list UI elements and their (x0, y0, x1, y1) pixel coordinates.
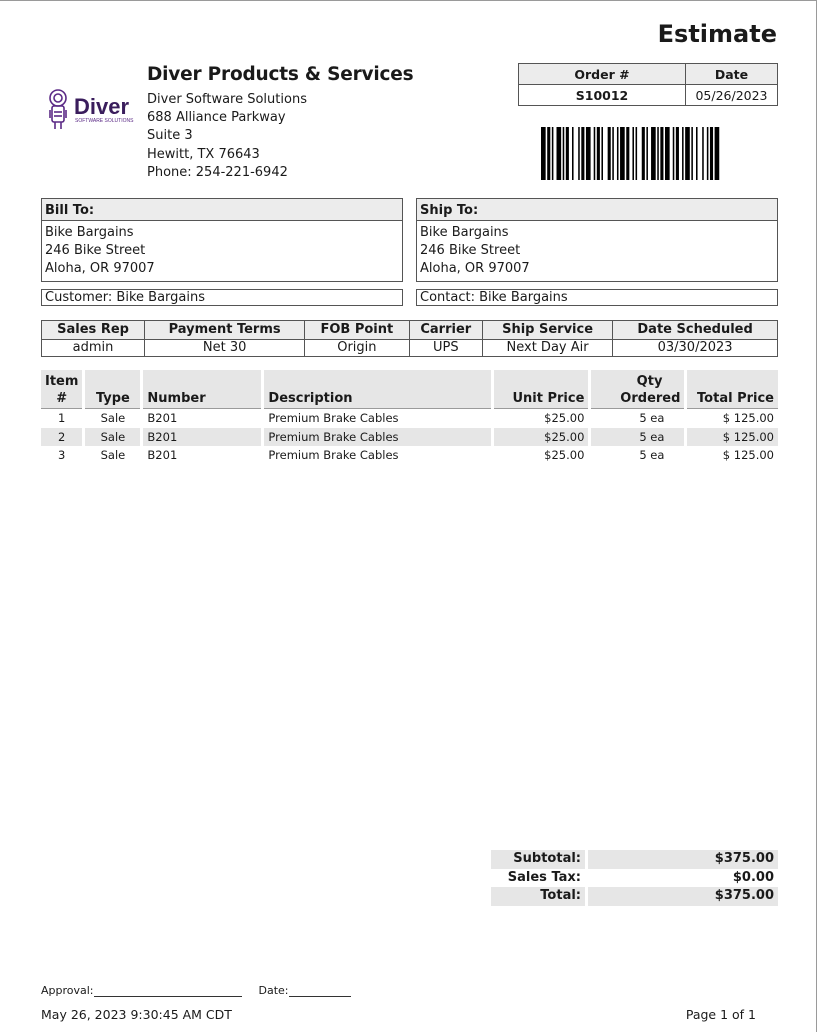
ship-to-line: Aloha, OR 97007 (420, 261, 530, 277)
bill-to-line: Bike Bargains (45, 225, 134, 240)
number-header: Number (142, 370, 263, 409)
logo-wordmark: Diver (74, 94, 130, 119)
shipping-info-table (41, 320, 778, 357)
barcode-bar (572, 127, 574, 180)
item-unit-price: $25.00 (493, 409, 590, 428)
item-number: 3 (41, 446, 84, 465)
approval-label: Approval: (41, 984, 94, 997)
barcode-bar (696, 127, 698, 180)
barcode-bar (601, 127, 603, 180)
description-header: Description (263, 370, 493, 409)
item-qty: 5 ea (590, 446, 686, 465)
sales-tax-value: $0.00 (732, 869, 774, 885)
carrier-value: UPS (409, 340, 482, 357)
ship-to-line: 246 Bike Street (420, 243, 521, 259)
ship-service-value: Next Day Air (482, 340, 612, 357)
customer-field: Customer: Bike Bargains (41, 289, 403, 306)
item-total: $ 125.00 (722, 411, 774, 425)
sales-tax-label: Sales Tax: (491, 869, 587, 888)
subtotal-value: $375.00 (587, 850, 779, 869)
unit-price-header: Unit Price (493, 370, 590, 409)
barcode-bar (636, 127, 638, 180)
approval-signature-field[interactable] (94, 984, 242, 997)
table-row (41, 446, 778, 465)
type-header: Type (84, 370, 142, 409)
table-row (41, 428, 778, 447)
barcode-bar (676, 127, 679, 180)
date-scheduled-header: Date Scheduled (613, 321, 778, 340)
item-type: Sale (84, 446, 142, 465)
barcode-bar (620, 127, 625, 180)
bill-to-box (41, 198, 403, 282)
company-address-line: Suite 3 (147, 128, 193, 144)
barcode-bar (547, 127, 550, 180)
total-label: Total: (491, 887, 587, 906)
printed-timestamp: May 26, 2023 9:30:45 AM CDT (41, 1007, 232, 1022)
barcode-bar (612, 127, 614, 180)
barcode-bar (563, 127, 565, 180)
barcode-bar (566, 127, 569, 180)
ship-to-box (416, 198, 778, 282)
company-address (147, 91, 307, 182)
item-type: Sale (84, 428, 142, 447)
sales-rep-header: Sales Rep (42, 321, 145, 340)
barcode-bar (685, 127, 690, 180)
item-description: Premium Brake Cables (263, 446, 493, 465)
company-phone: Phone: 254-221-6942 (147, 164, 288, 180)
total-price-header: Total Price (686, 370, 778, 409)
payment-terms-value: Net 30 (145, 340, 305, 357)
table-row (41, 409, 778, 428)
item-number-header: Item # (41, 370, 84, 409)
approval-date-field[interactable] (289, 984, 351, 997)
barcode-bar (665, 127, 670, 180)
barcode-bar (541, 127, 546, 180)
barcode-bar (594, 127, 596, 180)
document-title: Estimate (657, 20, 777, 48)
barcode-bar (682, 127, 684, 180)
barcode-bar (557, 127, 562, 180)
barcode-bar (617, 127, 619, 180)
barcode-bar (608, 127, 611, 180)
sales-rep-value: admin (42, 340, 145, 357)
barcode-bar (552, 127, 554, 180)
barcode-bar (657, 127, 659, 180)
barcode-icon (541, 127, 757, 180)
total-value: $375.00 (587, 887, 779, 906)
order-number-header: Order # (519, 64, 686, 85)
order-number: S10012 (519, 85, 686, 106)
logo-tagline: SOFTWARE SOLUTIONS (75, 118, 134, 124)
barcode-bar (586, 127, 591, 180)
item-qty: 5 ea (590, 409, 686, 428)
date-scheduled-value: 03/30/2023 (613, 340, 778, 357)
item-total: $ 125.00 (722, 448, 774, 462)
bill-to-line: Aloha, OR 97007 (45, 261, 155, 277)
barcode-bar (715, 127, 720, 180)
ship-to-line: Bike Bargains (420, 225, 509, 240)
bill-to-line: 246 Bike Street (45, 243, 146, 259)
item-total: $ 125.00 (686, 428, 778, 447)
barcode-bar (707, 127, 709, 180)
approval-date-label: Date: (258, 984, 289, 997)
item-unit-price: $25.00 (493, 428, 590, 447)
barcode-bar (626, 127, 629, 180)
ship-service-header: Ship Service (482, 321, 612, 340)
company-logo (46, 84, 142, 132)
barcode-bar (702, 127, 704, 180)
carrier-header: Carrier (409, 321, 482, 340)
barcode-bar (691, 127, 693, 180)
item-type: Sale (84, 409, 142, 428)
item-part-number: B201 (142, 428, 263, 447)
item-unit-price: $25.00 (493, 446, 590, 465)
qty-header: Qty Ordered (590, 370, 686, 409)
barcode-bar (632, 127, 634, 180)
company-address-line: 688 Alliance Parkway (147, 110, 286, 126)
barcode-bar (673, 127, 675, 180)
order-info-table (518, 63, 778, 106)
item-qty: 5 ea (590, 428, 686, 447)
barcode-bar (646, 127, 648, 180)
barcode-bar (660, 127, 663, 180)
totals-table (491, 850, 778, 906)
fob-point-header: FOB Point (305, 321, 409, 340)
barcode-bar (581, 127, 584, 180)
barcode-bar (710, 127, 713, 180)
order-date-header: Date (686, 64, 778, 85)
diver-helmet-icon (50, 90, 66, 129)
barcode-bar (651, 127, 656, 180)
fob-point-value: Origin (305, 340, 409, 357)
company-address-line: Hewitt, TX 76643 (147, 146, 260, 162)
contact-field: Contact: Bike Bargains (416, 289, 778, 306)
item-number: 2 (41, 428, 84, 447)
barcode-bar (597, 127, 600, 180)
company-address-line: Diver Software Solutions (147, 92, 307, 107)
ship-to-label: Ship To: (417, 199, 777, 221)
line-items-table (41, 370, 778, 465)
item-number: 1 (41, 409, 84, 428)
barcode-bar (642, 127, 645, 180)
company-name: Diver Products & Services (147, 64, 414, 85)
subtotal-label: Subtotal: (491, 850, 587, 869)
approval-line (41, 984, 351, 997)
order-date: 05/26/2023 (686, 85, 778, 106)
payment-terms-header: Payment Terms (145, 321, 305, 340)
item-part-number: B201 (142, 446, 263, 465)
item-description: Premium Brake Cables (263, 409, 493, 428)
bill-to-label: Bill To: (42, 199, 402, 221)
page-number: Page 1 of 1 (685, 1007, 756, 1022)
barcode-bar (578, 127, 580, 180)
item-description: Premium Brake Cables (263, 428, 493, 447)
item-part-number: B201 (142, 409, 263, 428)
